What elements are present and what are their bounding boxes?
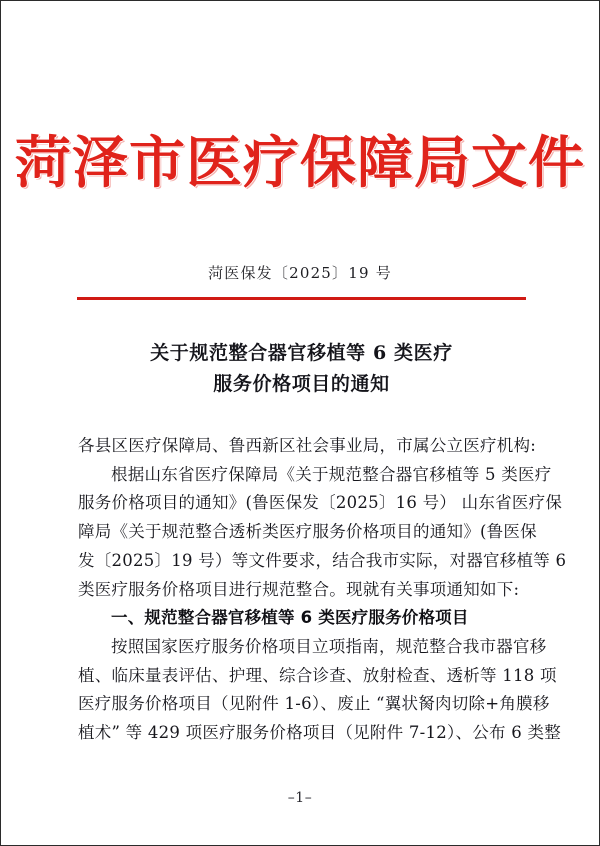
body-text-line: 医疗服务价格项目（见附件 1-6）、废止 “翼状胬肉切除+角膜移 [78,694,550,714]
body-text-line: 服务价格项目的通知》(鲁医保发〔2025〕16 号） 山东省医疗保 [78,493,563,513]
document-title-line: 关于规范整合器官移植等 6 类医疗 [150,342,453,364]
body-text-line: 植术” 等 429 项医疗服务价格项目（见附件 7-12）、公布 6 类整 [78,723,561,743]
body-text-line: 类医疗服务价格项目进行规范整合。现就有关事项通知如下: [78,579,520,599]
body-text-line: 发〔2025〕19 号）等文件要求，结合我市实际，对器官移植等 6 [78,550,567,570]
page-number: –1– [287,790,313,806]
body-text-line: 各县区医疗保障局、鲁西新区社会事业局，市属公立医疗机构: [78,436,537,455]
document-serial-number: 菏医保发〔2025〕19 号 [208,264,392,282]
document-title-line: 服务价格项目的通知 [213,373,390,395]
body-text-line: 根据山东省医疗保障局《关于规范整合器官移植等 5 类医疗 [111,464,552,484]
issuing-organ-title: 菏泽市医疗保障局文件 [15,130,585,196]
body-text-line: 障局《关于规范整合透析类医疗服务价格项目的通知》(鲁医保 [78,522,537,542]
document-body [78,432,567,748]
section-heading: 一、规范整合器官移植等 6 类医疗服务价格项目 [111,608,469,628]
masthead [1,132,599,195]
body-text-line: 植、临床量表评估、护理、综合诊查、放射检查、透析等 118 项 [78,665,557,685]
document-title [77,338,526,400]
body-text-line: 按照国家医疗服务价格项目立项指南，规范整合我市器官移 [111,636,547,656]
red-separator-rule [77,297,526,300]
